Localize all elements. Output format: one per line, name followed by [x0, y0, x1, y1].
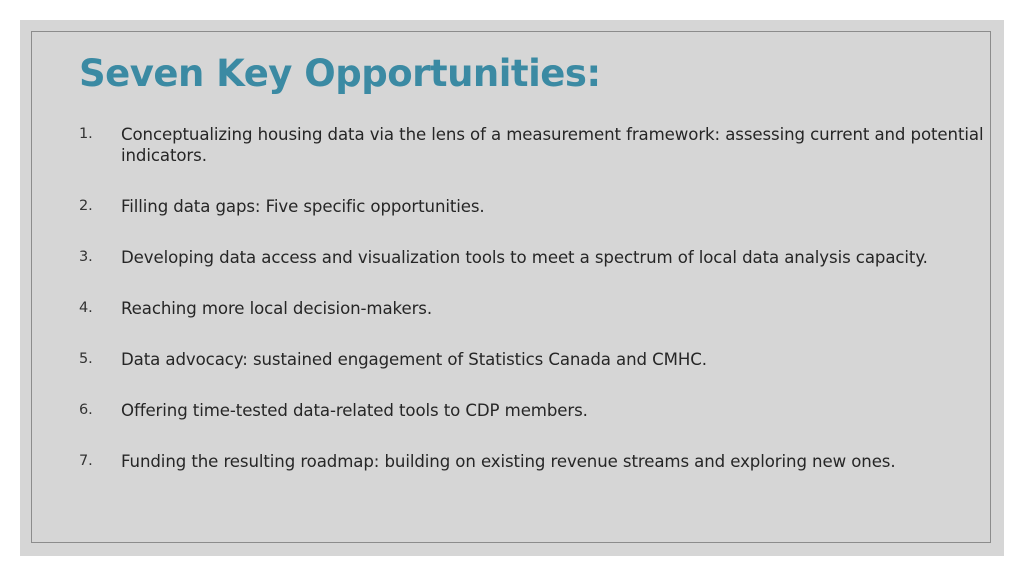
list-item-text: Developing data access and visualization tools to meet a spectrum of local data analysis capacity.	[121, 248, 928, 267]
list-item-number: 5.	[79, 351, 93, 367]
list-item	[79, 400, 999, 421]
list-item-number: 1.	[79, 126, 93, 142]
list-item	[79, 196, 999, 217]
list-item-text: Filling data gaps: Five specific opportunities.	[121, 197, 485, 216]
list-item-text: Conceptualizing housing data via the lens of a measurement framework: assessing current and potential indicators.	[121, 125, 984, 165]
list-item	[79, 124, 999, 166]
list-item-text: Offering time-tested data-related tools to CDP members.	[121, 401, 588, 420]
list-item-number: 7.	[79, 453, 93, 469]
list-item-number: 2.	[79, 198, 93, 214]
list-item-number: 4.	[79, 300, 93, 316]
list-item	[79, 298, 999, 319]
list-item-number: 6.	[79, 402, 93, 418]
slide	[20, 20, 1004, 556]
list-item-text: Funding the resulting roadmap: building on existing revenue streams and exploring new ones.	[121, 452, 896, 471]
list-item	[79, 451, 999, 472]
list-item	[79, 349, 999, 370]
list-item-text: Data advocacy: sustained engagement of Statistics Canada and CMHC.	[121, 350, 707, 369]
list-item-number: 3.	[79, 249, 93, 265]
slide-title: Seven Key Opportunities:	[79, 52, 601, 95]
list-item-text: Reaching more local decision-makers.	[121, 299, 433, 318]
list-item	[79, 247, 999, 268]
opportunities-list	[79, 124, 999, 472]
